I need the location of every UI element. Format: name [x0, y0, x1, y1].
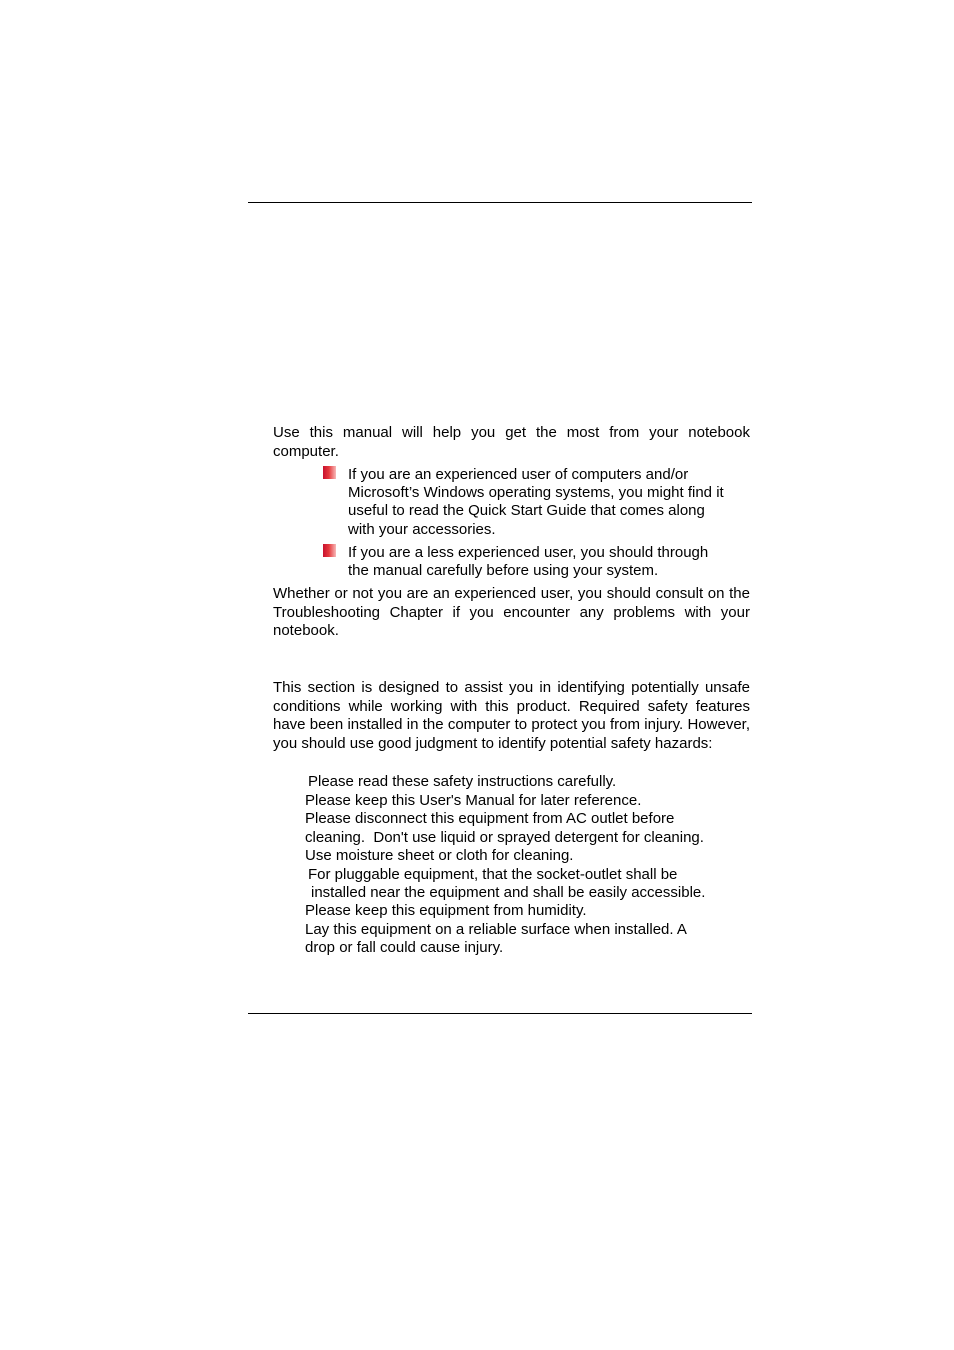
safety-line: Lay this equipment on a reliable surface when installed. A: [305, 921, 687, 938]
bullet-line: with your accessories.: [348, 520, 496, 538]
bullet-item-less-experienced: [348, 544, 751, 580]
bullet-line: useful to read the Quick Start Guide that comes along: [348, 502, 705, 520]
bullet-item-experienced: [348, 466, 751, 539]
safety-paragraph: This section is designed to assist you in identifying potentially unsafe conditions while working with this product. Required safety features have been installed in the computer to protect you from injury. However, you should use good judgment to identify potential safety hazards:: [273, 679, 750, 752]
safety-line: For pluggable equipment, that the socket-outlet shall be: [308, 866, 678, 883]
bullet-line: the manual carefully before using your system.: [348, 562, 659, 580]
safety-line: Use moisture sheet or cloth for cleaning.: [305, 847, 574, 864]
red-square-bullet-icon: [323, 466, 336, 479]
bullet-line: If you are an experienced user of computers and/or: [348, 466, 689, 483]
red-square-bullet-icon: [323, 544, 336, 557]
safety-line: Please read these safety instructions carefully.: [308, 773, 617, 790]
safety-line: cleaning. Don't use liquid or sprayed detergent for cleaning.: [305, 829, 704, 846]
safety-line: Please keep this User's Manual for later reference.: [305, 792, 642, 809]
intro-paragraph: Use this manual will help you get the most from your notebook computer.: [273, 424, 750, 460]
bullet-line: Microsoft’s Windows operating systems, you might find it: [348, 484, 724, 502]
safety-line: Please disconnect this equipment from AC outlet before: [305, 810, 675, 827]
safety-line: drop or fall could cause injury.: [305, 939, 504, 956]
top-rule: [248, 202, 752, 203]
intro-closing-paragraph: Whether or not you are an experienced user, you should consult on the Troubleshooting Chapter if you encounter any problems with your notebook.: [273, 585, 750, 639]
safety-line: Please keep this equipment from humidity.: [305, 902, 587, 919]
safety-line: installed near the equipment and shall be easily accessible.: [311, 884, 706, 901]
bottom-rule: [248, 1013, 752, 1014]
bullet-line: If you are a less experienced user, you should through: [348, 544, 709, 561]
